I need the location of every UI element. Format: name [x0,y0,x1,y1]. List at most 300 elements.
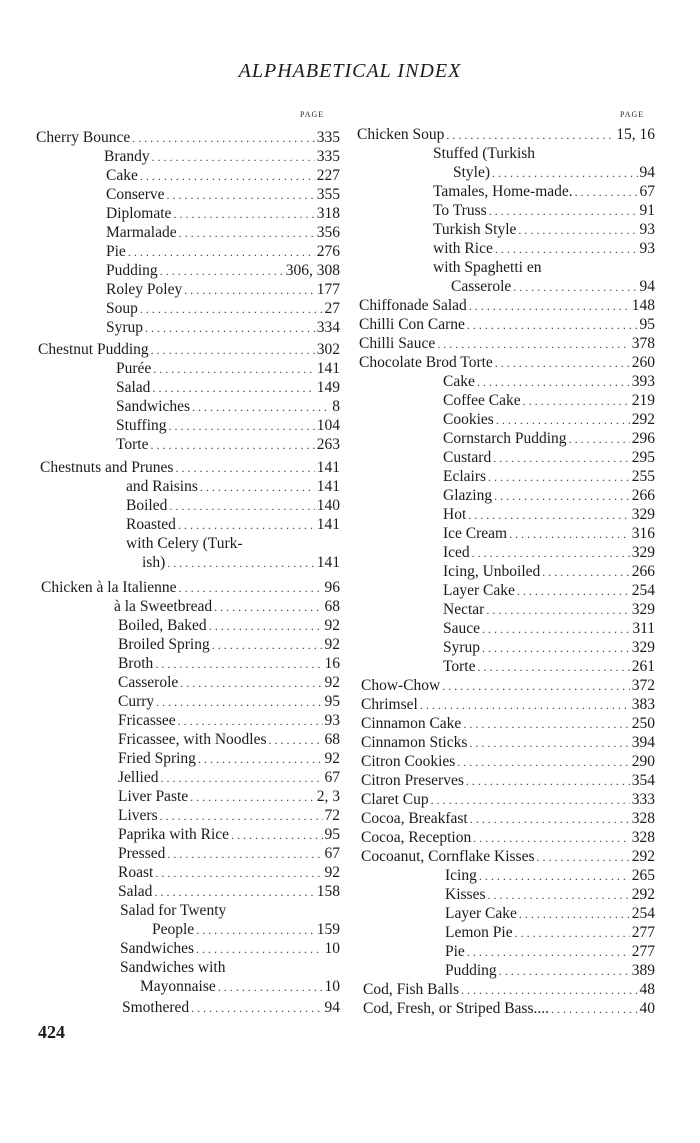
index-entry-page: 328 [631,810,655,827]
index-entry-label: Fricassee [118,712,176,729]
index-entry-label: Casserole [118,674,179,691]
index-entry-page: 316 [631,525,655,542]
dot-leader [190,788,315,807]
dot-leader [155,864,322,883]
dot-leader [231,826,322,845]
page-title: ALPHABETICAL INDEX [238,60,462,82]
dot-leader [493,449,630,468]
index-entry [126,477,340,497]
index-entry-label: Chicken à la Italienne [41,579,177,596]
dot-leader [420,696,630,715]
dot-leader [461,981,637,1000]
dot-leader [466,772,630,791]
index-entry-label: Pressed [118,845,166,862]
index-entry-label: Cocoa, Breakfast [361,810,468,827]
index-entry-page: 92 [324,750,340,767]
index-entry [443,410,655,430]
dot-leader [153,360,314,379]
index-entry [118,806,340,826]
index-entry-label: To Truss [433,202,487,219]
index-entry-label: Pudding [445,962,497,979]
index-entry [40,458,340,478]
index-entry-label: Cod, Fresh, or Striped Bass.... [363,1000,549,1017]
index-entry-page: 72 [324,807,340,824]
page-column-header-right: PAGE [620,110,645,119]
index-entry [361,809,655,829]
index-entry-page: 104 [316,417,340,434]
index-entry-page: 255 [631,468,655,485]
index-entry-page: 141 [316,360,340,377]
index-entry [118,768,340,788]
index-entry-page: 141 [316,459,340,476]
index-entry-label: Ice Cream [443,525,508,542]
index-entry [118,654,340,674]
index-entry-page: 354 [631,772,655,789]
index-entry [361,714,655,734]
index-entry-page: 383 [631,696,655,713]
index-entry-page: 94 [324,999,340,1016]
index-entry-page: 92 [324,674,340,691]
index-entry-label: Cake [443,373,475,390]
index-entry-label: Glazing [443,487,493,504]
index-entry [114,597,340,617]
index-entry [106,261,340,281]
index-entry-page: 2, 3 [316,788,340,805]
dot-leader [160,262,284,281]
dot-leader [468,506,630,525]
index-entry-page: 159 [316,921,340,938]
dot-leader [469,297,630,316]
index-entry [443,372,655,392]
index-entry [118,692,340,712]
index-entry-label: Chestnut Pudding [38,341,149,358]
index-entry [36,128,340,148]
index-entry [122,998,340,1018]
index-entry-page: 27 [324,300,340,317]
index-entry [361,752,655,772]
index-entry [106,204,340,224]
index-entry-label: Pie [445,943,465,960]
dot-leader [499,962,630,981]
index-entry [433,220,655,240]
index-entry-label: Syrup [106,319,144,336]
index-entry-page: 16 [324,655,340,672]
index-entry [116,435,340,455]
index-entry [433,201,655,221]
index-entry-page: 40 [639,1000,655,1017]
index-entry [361,733,655,753]
index-entry-page: 94 [639,164,655,181]
index-entry-label: Icing, Unboiled [443,563,541,580]
dot-leader [179,579,323,598]
index-entry-label: with Rice [433,240,493,257]
index-entry-label: Soup [106,300,138,317]
index-entry [443,391,655,411]
index-entry-label: Pie [106,243,126,260]
index-entry-label: Broiled Spring [118,636,210,653]
index-entry [120,939,340,959]
index-entry [116,416,340,436]
index-entry-label: Style) [453,164,491,181]
index-entry [126,515,340,535]
index-entry-page: 67 [324,769,340,786]
index-entry [359,334,655,354]
index-entry [359,353,655,373]
index-entry-page: 68 [324,731,340,748]
index-entry-page: 227 [316,167,340,184]
index-entry-label: Chocolate Brod Torte [359,354,493,371]
index-entry-page: 93 [324,712,340,729]
index-entry [118,882,340,902]
index-entry-page: 48 [639,981,655,998]
index-entry-page: 8 [332,398,340,415]
index-entry-page: 141 [316,516,340,533]
index-entry-page: 276 [316,243,340,260]
index-entry [116,397,340,417]
index-entry [118,673,340,693]
index-entry [118,635,340,655]
dot-leader [196,921,315,940]
index-entry-label: Fried Spring [118,750,196,767]
index-entry-label: Chicken Soup [357,126,445,143]
index-entry-page: 158 [316,883,340,900]
index-entry-label: Icing [445,867,477,884]
index-entry-page: 266 [631,563,655,580]
index-entry-page: 277 [631,924,655,941]
dot-leader [160,807,323,826]
dot-leader [184,281,315,300]
index-entry-page: 140 [316,497,340,514]
index-entry [443,581,655,601]
dot-leader [513,278,637,297]
index-entry [118,844,340,864]
index-entry-label: Tamales, Home-made. [433,183,573,200]
index-entry-label: Livers [118,807,158,824]
index-entry-page: 265 [631,867,655,884]
index-entry [104,147,340,167]
index-entry-label: Chilli Sauce [359,335,436,352]
index-entry-page: 302 [316,341,340,358]
index-entry-page: 260 [631,354,655,371]
index-entry [106,223,340,243]
dot-leader [495,354,630,373]
dot-leader [469,734,629,753]
index-entry [116,359,340,379]
index-entry-label: Chilli Con Carne [359,316,465,333]
index-entry [140,977,340,997]
index-entry-page: 329 [631,601,655,618]
dot-leader [155,655,322,674]
index-entry-label: Cod, Fish Balls [363,981,460,998]
index-entry-page: 254 [631,582,655,599]
dot-leader [489,202,638,221]
index-entry-label: and Raisins [126,478,198,495]
index-entry-label: Iced [443,544,470,561]
index-entry-label: Smothered [122,999,190,1016]
page-column-header-left: PAGE [300,110,325,119]
index-entry-page: 177 [316,281,340,298]
index-entry-page: 328 [631,829,655,846]
index-entry-page: 290 [631,753,655,770]
dot-leader [212,636,323,655]
index-entry [443,619,655,639]
index-entry-label: Broth [118,655,154,672]
index-entry-label: Diplomate [106,205,172,222]
dot-leader [169,417,315,436]
dot-leader [482,620,630,639]
dot-leader [150,436,314,455]
index-entry [118,825,340,845]
index-entry [361,828,655,848]
index-entry-label: Turkish Style [433,221,517,238]
dot-leader [132,129,314,148]
index-entry [361,771,655,791]
index-entry [445,885,655,905]
dot-leader [509,525,630,544]
index-entry-label: Chiffonade Salad [359,297,467,314]
dot-leader [269,731,323,750]
index-entry [106,318,340,338]
index-entry-page: 91 [639,202,655,219]
dot-leader [198,750,323,769]
dot-leader [446,126,614,145]
index-entry [445,904,655,924]
index-entry [443,562,655,582]
index-entry-label: Nectar [443,601,485,618]
dot-leader [160,769,322,788]
index-entry [443,543,655,563]
index-entry-page: 263 [316,436,340,453]
page-number: 424 [38,1022,65,1042]
dot-leader [467,943,630,962]
index-entry-page: 141 [316,554,340,571]
index-entry [443,657,655,677]
index-entry [118,863,340,883]
index-entry-label: Cornstarch Pudding [443,430,567,447]
index-entry-page: 68 [324,598,340,615]
dot-leader [191,999,322,1018]
index-entry-page: 95 [639,316,655,333]
index-entry-label: Mayonnaise [140,978,216,995]
index-entry [445,923,655,943]
index-entry-label: Jellied [118,769,159,786]
index-entry-label: Kisses [445,886,486,903]
index-entry-page: 333 [631,791,655,808]
index-entry-label: Sandwiches [116,398,191,415]
index-entry [363,980,655,1000]
dot-leader [467,316,638,335]
index-entry-label: Salad [118,883,153,900]
index-entry [361,676,655,696]
index-entry-label: à la Sweetbread [114,598,213,615]
dot-leader [569,430,630,449]
index-entry-page: 95 [324,826,340,843]
index-entry [443,524,655,544]
index-entry [443,429,655,449]
index-entry-page: 356 [316,224,340,241]
index-entry [433,182,655,202]
index-entry-page: 10 [324,978,340,995]
index-entry-label: Claret Cup [361,791,429,808]
dot-leader [156,693,322,712]
dot-leader [495,240,638,259]
index-entry [445,866,655,886]
index-entry-label: Sauce [443,620,481,637]
index-entry-label: Salad [116,379,151,396]
index-entry-label: Pudding [106,262,158,279]
dot-leader [463,715,629,734]
index-entry-label: Brandy [104,148,150,165]
index-entry-label: Cinnamon Sticks [361,734,468,751]
dot-leader [486,601,629,620]
index-entry [361,790,655,810]
index-entry-label: Eclairs [443,468,487,485]
index-entry-page: 141 [316,478,340,495]
dot-leader [180,674,322,693]
index-entry [443,638,655,658]
index-entry [118,711,340,731]
index-entry-label: Cookies [443,411,494,428]
index-entry-page: 329 [631,506,655,523]
index-entry-page: 148 [631,297,655,314]
index-entry [118,787,340,807]
dot-leader [437,335,630,354]
dot-leader [551,1000,638,1019]
index-entry-label: Liver Paste [118,788,189,805]
index-entry-page: 311 [632,620,655,637]
dot-leader [178,712,323,731]
index-entry-page: 254 [631,905,655,922]
dot-leader [542,563,629,582]
dot-leader [167,554,315,573]
index-entry-label: Cherry Bounce [36,129,131,146]
dot-leader [477,658,629,677]
index-entry [118,616,340,636]
index-entry [443,486,655,506]
index-entry [361,847,655,867]
index-entry-label: Sandwiches with [120,959,226,976]
dot-leader [169,497,314,516]
index-entry-page: 266 [631,487,655,504]
index-entry-page: 335 [316,148,340,165]
index-entry-page: 292 [631,886,655,903]
dot-leader [472,544,630,563]
index-entry-label: with Spaghetti en [433,259,542,276]
index-entry [361,695,655,715]
index-entry [126,496,340,516]
dot-leader [167,186,315,205]
index-entry [433,239,655,259]
index-entry-page: 372 [631,677,655,694]
index-entry-label: Layer Cake [443,582,515,599]
index-entry-page: 10 [324,940,340,957]
dot-leader [140,167,315,186]
dot-leader [214,598,322,617]
index-entry-label: Torte [116,436,149,453]
index-entry-label: Paprika with Rice [118,826,230,843]
dot-leader [492,164,637,183]
index-entry [445,961,655,981]
index-entry-label: Roast [118,864,154,881]
index-entry [445,942,655,962]
index-entry [451,277,655,297]
index-entry-page: 277 [631,943,655,960]
index-entry-label: Fricassee, with Noodles [118,731,267,748]
index-entry-page: 378 [631,335,655,352]
dot-leader [482,639,630,658]
dot-leader [192,398,330,417]
dot-leader [173,205,314,224]
index-entry-page: 389 [631,962,655,979]
index-entry-label: Coffee Cake [443,392,521,409]
index-entry [142,553,340,573]
dot-leader [431,791,630,810]
index-entry [357,125,655,145]
index-entry-label: Boiled [126,497,168,514]
index-entry-page: 335 [316,129,340,146]
index-entry-label: Custard [443,449,492,466]
index-entry-page: 67 [324,845,340,862]
index-entry-label: Syrup [443,639,481,656]
index-entry [359,296,655,316]
index-entry-page: 292 [631,411,655,428]
index-entry-label: Chrimsel [361,696,418,713]
dot-leader [494,487,630,506]
dot-leader [145,319,315,338]
dot-leader [179,224,315,243]
dot-leader [517,582,630,601]
index-entry-page: 95 [324,693,340,710]
index-entry-label: Casserole [451,278,512,295]
index-entry-page: 295 [631,449,655,466]
dot-leader [167,845,322,864]
index-entry-page: 393 [631,373,655,390]
index-entry [116,378,340,398]
dot-leader [154,883,314,902]
index-entry-label: Sandwiches [120,940,195,957]
index-entry-label: Curry [118,693,155,710]
index-entry-label: Citron Preserves [361,772,464,789]
index-entry [152,920,340,940]
index-entry-page: 92 [324,864,340,881]
index-entry-page: 93 [639,221,655,238]
index-entry-label: Purée [116,360,152,377]
index-entry-page: 329 [631,544,655,561]
index-entry-label: Cinnamon Cake [361,715,462,732]
dot-leader [575,183,638,202]
index-entry [106,166,340,186]
index-entry-label: Hot [443,506,467,523]
index-entry-label: Torte [443,658,476,675]
dot-leader [515,924,630,943]
index-entry-page: 394 [631,734,655,751]
index-entry-label: Cocoa, Reception [361,829,472,846]
dot-leader [457,753,629,772]
index-entry [453,163,655,183]
index-entry-page: 261 [631,658,655,675]
index-entry [118,730,340,750]
index-entry-page: 92 [324,636,340,653]
index-entry-page: 355 [316,186,340,203]
index-entry-label: Salad for Twenty [120,902,227,919]
dot-leader [477,373,630,392]
index-entry-label: Marmalade [106,224,177,241]
index-entry-page: 334 [316,319,340,336]
dot-leader [218,978,323,997]
index-entry-page: 67 [639,183,655,200]
dot-leader [200,478,315,497]
index-entry-label: Roasted [126,516,176,533]
